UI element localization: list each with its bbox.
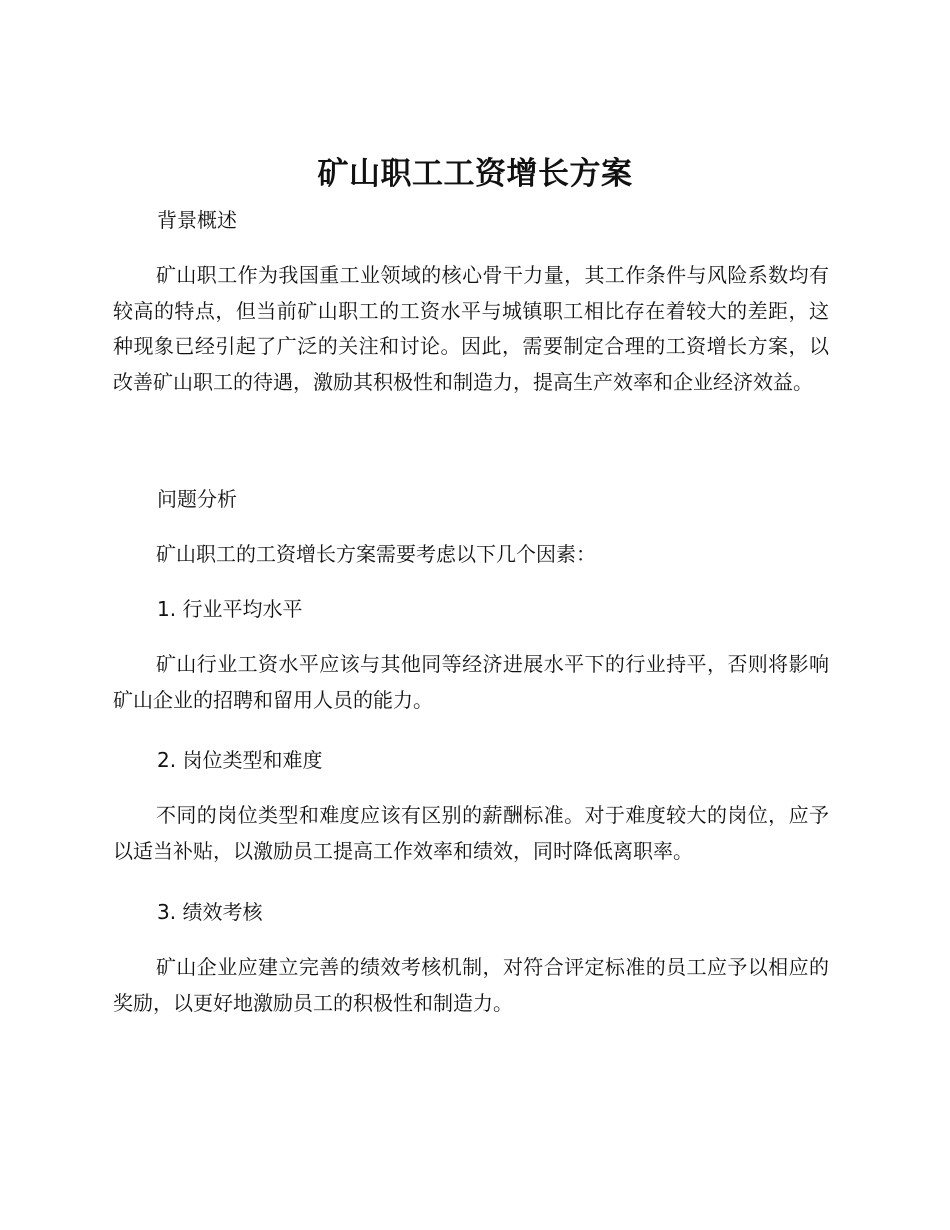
paragraph-problem-analysis: 矿山职工的工资增长方案需要考虑以下几个因素： — [156, 542, 596, 566]
section-heading-industry-average: 1. 行业平均水平 — [157, 597, 303, 621]
section-heading-performance: 3. 绩效考核 — [157, 900, 263, 924]
paragraph-performance: 矿山企业应建立完善的绩效考核机制，对符合评定标准的员工应予以相应的奖励，以更好地激励员工的积极性和制造力。 — [113, 955, 829, 1015]
section-heading-problem-analysis: 问题分析 — [157, 487, 237, 511]
section-heading-job-type: 2. 岗位类型和难度 — [157, 748, 323, 772]
paragraph-background: 矿山职工作为我国重工业领域的核心骨干力量，其工作条件与风险系数均有较高的特点，但当前矿山职工的工资水平与城镇职工相比存在着较大的差距，这种现象已经引起了广泛的关注和讨论。因此，需要制定合理的工资增长方案，以改善矿山职工的待遇，激励其积极性和制造力，提高生产效率和企业经济效益。 — [113, 263, 829, 394]
document-title: 矿山职工工资增长方案 — [317, 156, 633, 192]
paragraph-job-type: 不同的岗位类型和难度应该有区别的薪酬标准。对于难度较大的岗位，应予以适当补贴，以激励员工提高工作效率和绩效，同时降低离职率。 — [113, 803, 829, 863]
section-heading-background: 背景概述 — [157, 208, 237, 232]
paragraph-industry-average: 矿山行业工资水平应该与其他同等经济进展水平下的行业持平，否则将影响矿山企业的招聘和留用人员的能力。 — [113, 652, 829, 712]
